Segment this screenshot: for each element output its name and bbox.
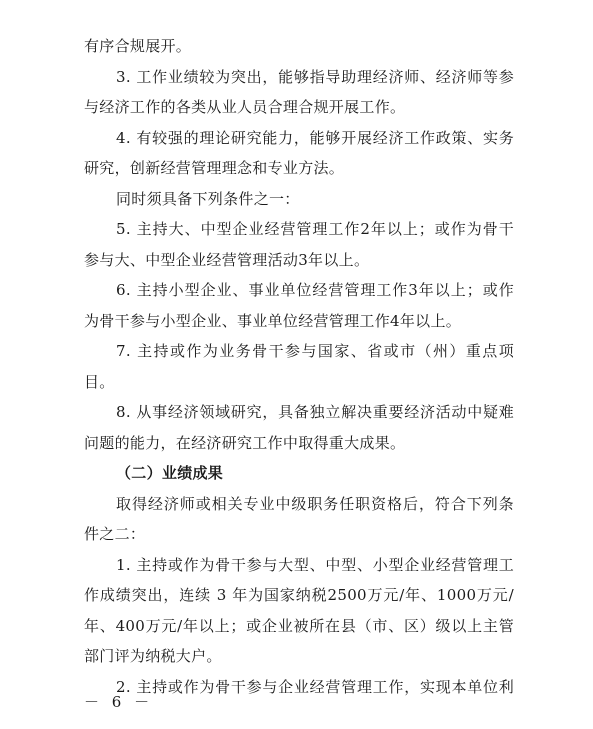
text-line: 研究，创新经营管理理念和专业方法。 [84, 159, 345, 177]
text-line: 5. 主持大、中型企业经营管理工作2年以上；或作为骨干 [116, 220, 514, 238]
text-line: 2. 主持或作为骨干参与企业经营管理工作，实现本单位利 [116, 678, 514, 696]
text-line: 8. 从事经济领域研究，具备独立解决重要经济活动中疑难 [116, 403, 514, 421]
section-heading: （二）业绩成果 [116, 464, 224, 482]
text-line: 有序合规展开。 [84, 37, 192, 55]
text-line: 7. 主持或作为业务骨干参与国家、省或市（州）重点项 [116, 342, 514, 360]
text-line: 目。 [84, 373, 115, 391]
text-line: 与经济工作的各类从业人员合理合规开展工作。 [84, 98, 406, 116]
page-number: － 6 － [84, 693, 154, 711]
text-line: 件之二： [84, 525, 146, 543]
text-line: 问题的能力，在经济研究工作中取得重大成果。 [84, 434, 406, 452]
text-line: 年、400万元/年以上；或企业被所在县（市、区）级以上主管 [84, 617, 514, 635]
text-line: 取得经济师或相关专业中级职务任职资格后，符合下列条 [116, 495, 514, 513]
text-line: 部门评为纳税大户。 [84, 647, 222, 665]
text-line: 参与大、中型企业经营管理活动3年以上。 [84, 251, 370, 269]
text-line: 作成绩突出，连续 3 年为国家纳税2500万元/年、1000万元/ [84, 586, 514, 604]
text-line: 同时须具备下列条件之一： [116, 190, 300, 208]
text-line: 6. 主持小型企业、事业单位经营管理工作3年以上；或作 [116, 281, 514, 299]
text-line: 1. 主持或作为骨干参与大型、中型、小型企业经营管理工 [116, 556, 514, 574]
text-line: 4. 有较强的理论研究能力，能够开展经济工作政策、实务 [116, 129, 514, 147]
text-line: 3. 工作业绩较为突出，能够指导助理经济师、经济师等参 [116, 68, 514, 86]
text-line: 为骨干参与小型企业、事业单位经营管理工作4年以上。 [84, 312, 462, 330]
